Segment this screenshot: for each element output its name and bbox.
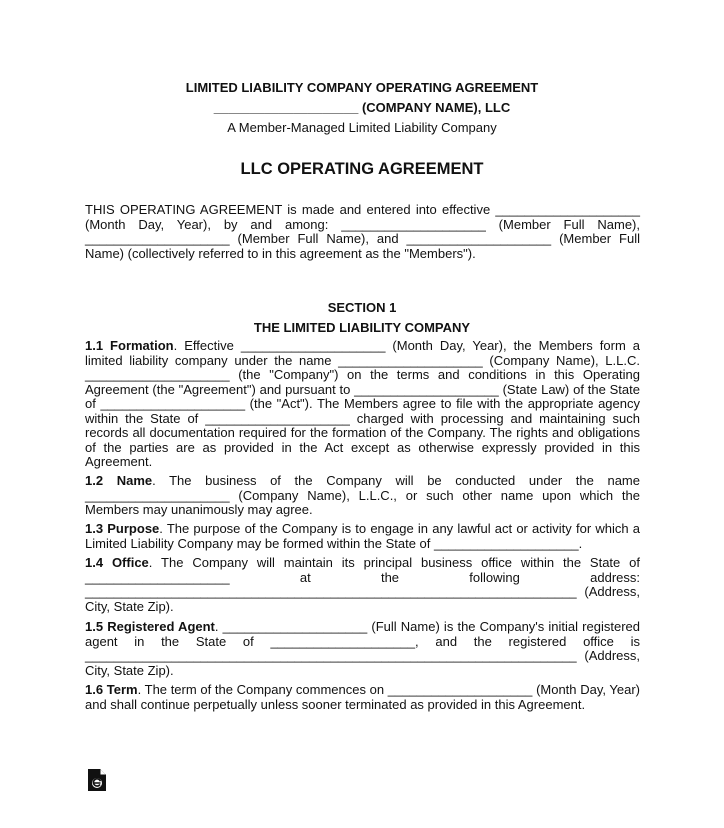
clause-label: 1.2 Name xyxy=(85,473,153,488)
clause-registered-agent xyxy=(85,620,640,678)
agreement-title: LLC OPERATING AGREEMENT xyxy=(240,160,484,178)
clause-office xyxy=(85,556,640,614)
clause-name xyxy=(85,474,640,518)
clause-text: . The term of the Company commences on ____________________ (Month Day, Year) and shall continue perpetually unless sooner terminated as provided in this Agreement. xyxy=(85,682,640,712)
company-name-line: ____________________ (COMPANY NAME), LLC xyxy=(213,100,511,115)
clause-label: 1.1 Formation xyxy=(85,338,174,353)
section-number: SECTION 1 xyxy=(327,300,397,315)
clause-label: 1.5 Registered Agent xyxy=(85,619,215,634)
clause-formation xyxy=(85,339,640,470)
company-type-line: A Member-Managed Limited Liability Company xyxy=(227,120,497,135)
clause-purpose xyxy=(85,522,640,551)
section-heading: THE LIMITED LIABILITY COMPANY xyxy=(253,320,471,335)
clause-label: 1.6 Term xyxy=(85,682,138,697)
clause-text: . The Company will maintain its principal business office within the State of ____________________ at the following address: ____________________________________________________________________ (Address, City, State Zip). xyxy=(85,555,640,614)
clause-text: . ____________________ (Full Name) is the Company's initial registered agent in the State of ____________________, and the registered office is ____________________________________________________________________ (Address, City, State Zip). xyxy=(85,619,640,678)
clause-label: 1.3 Purpose xyxy=(85,521,160,536)
clause-text: . The business of the Company will be conducted under the name ____________________ (Company Name), L.L.C., or such other name upon which the Members may unanimously may agree. xyxy=(85,473,640,517)
clause-label: 1.4 Office xyxy=(85,555,149,570)
clause-text: . Effective ____________________ (Month Day, Year), the Members form a limited liability company under the name ____________________ (Company Name), L.L.C. ____________________ (the "Company") on the terms and conditions in this Operating Agreement (the "Agreement") and pursuant to ____________________ (State Law) of the State of ____________________ (the "Act"). The Members agree to file with the appropriate agency within the State of ____________________ charged with processing and maintaining such records all documentation required for the formation of the Company. The rights and obligations of the parties are as provided in the Act except as otherwise expressly provided in this Agreement. xyxy=(85,338,641,469)
clause-term xyxy=(85,683,640,712)
header-title: LIMITED LIABILITY COMPANY OPERATING AGREEMENT xyxy=(185,80,539,95)
clause-text: . The purpose of the Company is to engage in any lawful act or activity for which a Limited Liability Company may be formed within the State of ____________________. xyxy=(85,521,640,551)
intro-paragraph: THIS OPERATING AGREEMENT is made and entered into effective ____________________ (Month Day, Year), by and among: ____________________ (Member Full Name), ____________________ (Member Full Name), and ____________________ (Member Full Name) (collectively referred to in this agreement as the "Members"). xyxy=(85,202,640,261)
eforms-logo-icon xyxy=(86,768,108,792)
